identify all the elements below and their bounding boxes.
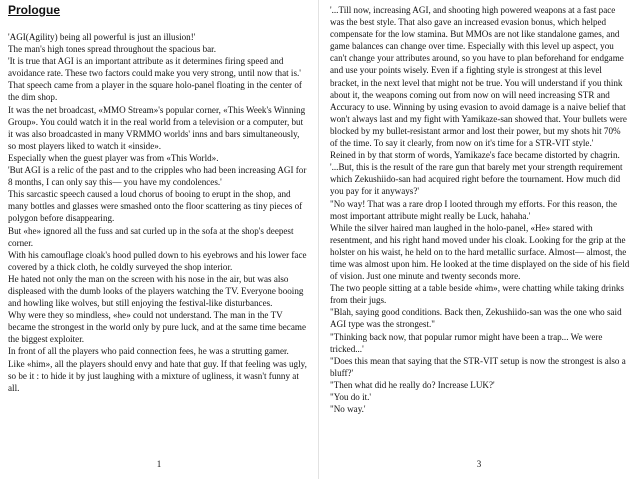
- chapter-title: Prologue: [8, 3, 61, 17]
- paragraph: But «he» ignored all the fuss and sat curled up in the sofa at the shop's deepest corner.: [8, 225, 294, 248]
- paragraph: Like «him», all the players should envy and hate that guy. If that feeling was ugly, so be it : to hide it by just laughing with a mixture of ugliness, it wasn't funny at all.: [8, 358, 307, 393]
- paragraph: '...But, this is the result of the rare gun that barely met your strength requirement which Zekushiido-san had acquired right before the tournament. How much did you pay for it anyways?': [330, 162, 623, 197]
- right-page-body: [330, 4, 630, 415]
- left-page: [0, 0, 318, 479]
- paragraph: "No way.': [330, 404, 366, 415]
- paragraph: Why were they so mindless, «he» could not understand. The man in the TV became the strongest in the world only by pure luck, and at the same time became the biggest exploiter.: [8, 310, 306, 345]
- paragraph: "Does this mean that saying that the STR-VIT setup is now the strongest is also a bluff?': [330, 355, 626, 378]
- page-number: 3: [476, 459, 482, 469]
- paragraph: '...Till now, increasing AGI, and shooting high powered weapons at a fast pace was the best style. That also gave an increased evasion bonus, which helped compensate for the low stamina. But MMOs are not like standalone games, and game balances can change over time. Especially with this level up aspect, you can't change your attributes around, so you have to plan beforehand for endgame and use your points wisely. Even if a fighting style is strongest at this level bracket, in the next level that might not be true. You will understand if you think about it, the weapons coming out from now on will need increasing STR and Accuracy to use. Winning by using evasion to avoid damage is a naive belief that won't always last and my fight with Yamikaze-san showed that. Your bullets were blocked by my bullet-resistant armor and lost their power, but my shots hit 70% of the time. To say it clearly, from now on it's time for a STR-VIT style.': [330, 5, 627, 149]
- paragraph: In front of all the players who paid connection fees, he was a strutting gamer.: [8, 346, 289, 357]
- paragraph: "No way! That was a rare drop I looted through my efforts. For this reason, the most important attribute might really be Luck, hahaha.': [330, 198, 617, 221]
- paragraph: The man's high tones spread throughout the spacious bar.: [8, 44, 216, 55]
- right-page: [320, 0, 638, 479]
- page-divider: [318, 0, 319, 479]
- page-number: 1: [156, 459, 162, 469]
- paragraph: That speech came from a player in the square holo-panel floating in the center of the dim shop.: [8, 80, 302, 103]
- paragraph: Especially when the guest player was from «This World».: [8, 152, 219, 163]
- paragraph: "Blah, saying good conditions. Back then, Zekushiido-san was the one who said AGI type was the strongest.": [330, 307, 622, 330]
- paragraph: The two people sitting at a table beside «him», were chatting while taking drinks from their jugs.: [330, 283, 624, 306]
- paragraph: He hated not only the man on the screen with his nose in the air, but was also displeased with the dumb looks of the players watching the TV. Everyone booing and howling like wolves, but still enjoying the festival-like disturbances.: [8, 273, 304, 309]
- paragraph: 'But AGI is a relic of the past and to the cripples who had been increasing AGI for 8 months, I can only say this— you have my condolences.': [8, 165, 307, 188]
- paragraph: 'AGI(Agility) being all powerful is just an illusion!': [8, 32, 196, 42]
- paragraph: "Then what did he really do? Increase LUK?': [330, 379, 495, 390]
- paragraph: With his camouflage cloak's hood pulled down to his eyebrows and his lower face covered by a thick cloth, he coldly surveyed the shop interior.: [8, 249, 307, 272]
- paragraph: While the silver haired man laughed in the holo-panel, «He» stared with resentment, and his right hand moved under his cloak. Looking for the grip at the holster on his waist, he held on to the hard metallic surface. Almost— almost, the time was almost upon him. He looked at the time displayed on the side of his field of vision. Just one minute and twenty seconds more.: [330, 222, 630, 282]
- paragraph: This sarcastic speech caused a loud chorus of booing to erupt in the shop, and many bottles and glasses were smashed onto the floor scattering as tiny pieces of polygon before disappearing.: [8, 189, 303, 224]
- paragraph: "You do it.': [330, 392, 372, 402]
- paragraph: Reined in by that storm of words, Yamikaze's face became distorted by chagrin.: [330, 150, 620, 161]
- paragraph: 'It is true that AGI is an important attribute as it determines firing speed and avoidance rate. These two factors could make you very strong, until now that is.': [8, 56, 301, 79]
- left-page-body: [8, 31, 308, 394]
- paragraph: "Thinking back now, that popular rumor might have been a trap... We were tricked...': [330, 331, 603, 354]
- paragraph: It was the net broadcast, «MMO Stream»'s popular corner, «This Week's Winning Group». You could watch it in the real world from a television or a computer, but it was also broadcasted in many VRMMO worlds' inns and bars simultaneously, so most players liked to watch it «inside».: [8, 104, 306, 151]
